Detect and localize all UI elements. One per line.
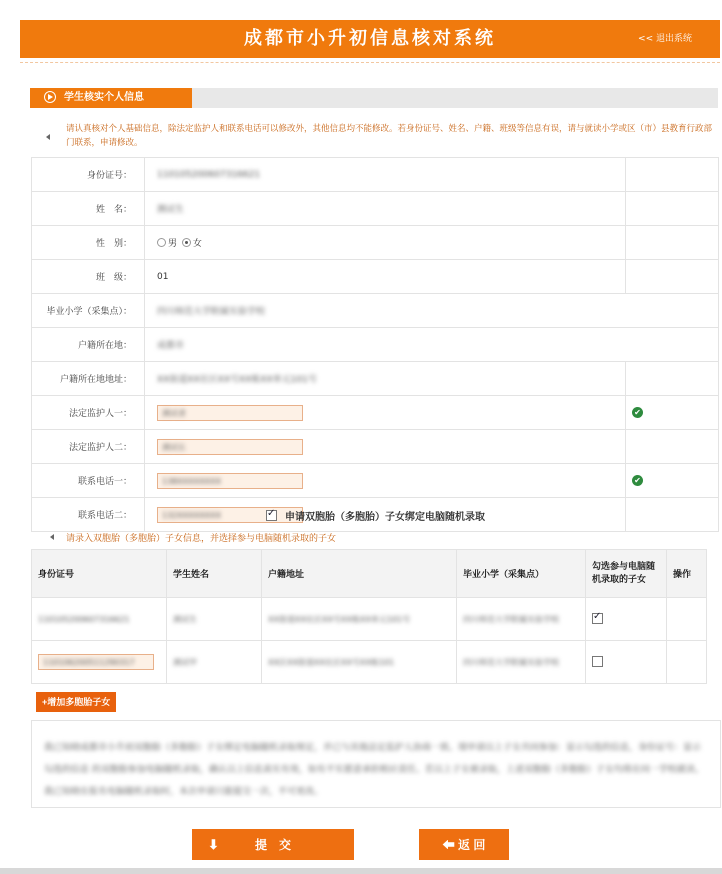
twin-school: 四川师范大学附属实验学校 — [463, 614, 559, 624]
row-guardian1 — [32, 396, 719, 430]
row-phone1 — [32, 464, 719, 498]
twin-apply-label: 申请双胞胎（多胞胎）子女绑定电脑随机录取 — [285, 512, 485, 523]
table-row — [32, 598, 707, 641]
arrow-left-icon — [46, 134, 50, 140]
gender-male-radio[interactable] — [157, 238, 166, 247]
school-label: 毕业小学（采集点）： — [32, 294, 145, 328]
bottom-bar — [0, 868, 722, 874]
phone2-label: 联系电话二： — [32, 498, 145, 532]
top-header — [20, 20, 720, 58]
twin-addr: XX街道XX社区XX号XX栋XX单元101号 — [268, 614, 411, 624]
phone1-input[interactable] — [157, 473, 303, 489]
twin-table — [31, 549, 707, 684]
col-name: 学生姓名 — [167, 550, 262, 598]
hukou-text: 成都市 — [157, 341, 185, 351]
hukou-label: 户籍所在地： — [32, 328, 145, 362]
row-id — [32, 158, 719, 192]
twin-name: 测试生 — [173, 614, 197, 624]
back-button[interactable] — [419, 829, 509, 860]
twin-apply[interactable] — [266, 508, 485, 523]
back-label: 返 回 — [458, 838, 486, 852]
gender-male-label: 男 — [168, 239, 178, 249]
name-text: 测试生 — [157, 205, 185, 215]
info-table — [31, 157, 719, 532]
class-value: 01 — [145, 260, 626, 294]
declaration-text: 我已知晓成都市小升初双胞胎（多胞胎）子女绑定电脑随机录取规定，并已与其他法定监护人协商一致。现申请以上子女共同参加：显示勾选的信息，身份证号：显示勾选的信息 的双胞胎参加电脑随机录取，确认以上信息真实有效，如有不实愿意承担相应责任。若以上子女被录取，上述双胞胎（多胞胎）子女均将在同一学校就读。我已知晓在报名电脑随机录取时，本次申请只能提交一次，不可更改。 — [44, 743, 704, 797]
info-notice — [48, 122, 712, 150]
name-label: 姓 名： — [32, 192, 145, 226]
guardian2-text: 测试长 — [162, 442, 186, 452]
twin-select-checkbox[interactable] — [592, 656, 603, 667]
col-select: 勾选参与电脑随机录取的子女 — [586, 550, 667, 598]
phone1-text: 138XXXXXXXX — [162, 476, 222, 486]
check-circle-icon: ✔ — [632, 475, 643, 486]
row-class — [32, 260, 719, 294]
twin-id: 110106200511290317 — [43, 658, 135, 667]
add-twin-button[interactable]: +增加多胞胎子女 — [36, 692, 116, 712]
hukou-addr-text: XX街道XX社区XX号XX栋XX单元101号 — [157, 375, 317, 385]
school-value — [145, 294, 719, 328]
gender-female-radio[interactable] — [182, 238, 191, 247]
guardian1-text: 测试者 — [162, 408, 186, 418]
id-label: 身份证号： — [32, 158, 145, 192]
row-hukou-addr — [32, 362, 719, 396]
school-text: 四川师范大学附属实验学校 — [157, 307, 266, 317]
section-title: 学生核实个人信息 — [64, 92, 144, 103]
twin-school: 四川师范大学附属实验学校 — [463, 657, 559, 667]
col-addr: 户籍地址 — [262, 550, 457, 598]
row-name — [32, 192, 719, 226]
hukou-value — [145, 328, 719, 362]
hukou-addr-value — [145, 362, 626, 396]
twin-notice — [48, 531, 336, 544]
twin-select-checkbox[interactable] — [592, 613, 603, 624]
row-school — [32, 294, 719, 328]
phone2-text: 132XXXXXXXX — [162, 510, 222, 520]
twin-name: 测试甲 — [173, 657, 197, 667]
row-gender — [32, 226, 719, 260]
table-row — [32, 641, 707, 684]
section-header — [30, 88, 718, 108]
id-value — [145, 158, 626, 192]
twin-id: 110105200607316621 — [38, 614, 130, 624]
name-value — [145, 192, 626, 226]
row-hukou — [32, 328, 719, 362]
page-title: 成都市小升初信息核对系统 — [244, 28, 496, 49]
twin-id-input[interactable] — [38, 654, 154, 670]
gender-label: 性 别： — [32, 226, 145, 260]
play-circle-icon — [44, 91, 56, 103]
col-action: 操作 — [667, 550, 707, 598]
hukou-addr-label: 户籍所在地地址： — [32, 362, 145, 396]
arrow-left-icon: ⬅ — [442, 838, 455, 852]
gender-female-label: 女 — [192, 239, 202, 249]
guardian1-label: 法定监护人一： — [32, 396, 145, 430]
check-circle-icon: ✔ — [632, 407, 643, 418]
guardian2-label: 法定监护人二： — [32, 430, 145, 464]
id-text: 110105200607316621 — [157, 169, 261, 180]
phone1-label: 联系电话一： — [32, 464, 145, 498]
arrow-down-icon: ⬇ — [208, 837, 219, 852]
arrow-left-icon — [50, 534, 54, 540]
col-school: 毕业小学（采集点） — [457, 550, 586, 598]
twin-addr: XX区XX街道XX社区XX号XX栋101 — [268, 657, 395, 667]
row-guardian2 — [32, 430, 719, 464]
logout-link[interactable]: << 退出系统 — [638, 34, 692, 44]
declaration-box — [31, 720, 721, 808]
gender-value — [145, 226, 626, 260]
submit-label: 提 交 — [254, 838, 291, 852]
info-notice-text: 请认真核对个人基础信息，除法定监护人和联系电话可以修改外，其他信息均不能修改。若身份证号、姓名、户籍、班级等信息有误，请与就读小学或区（市）县教育行政部门联系，申请修改。 — [66, 124, 713, 148]
col-id: 身份证号 — [32, 550, 167, 598]
divider — [20, 62, 720, 63]
class-label: 班 级： — [32, 260, 145, 294]
submit-button[interactable] — [192, 829, 354, 860]
twin-header-row — [32, 550, 707, 598]
twin-notice-text: 请录入双胞胎（多胞胎）子女信息，并选择参与电脑随机录取的子女 — [66, 534, 337, 544]
twin-apply-checkbox[interactable] — [266, 510, 277, 521]
guardian2-input[interactable] — [157, 439, 303, 455]
section-tab — [30, 88, 192, 108]
guardian1-input[interactable] — [157, 405, 303, 421]
